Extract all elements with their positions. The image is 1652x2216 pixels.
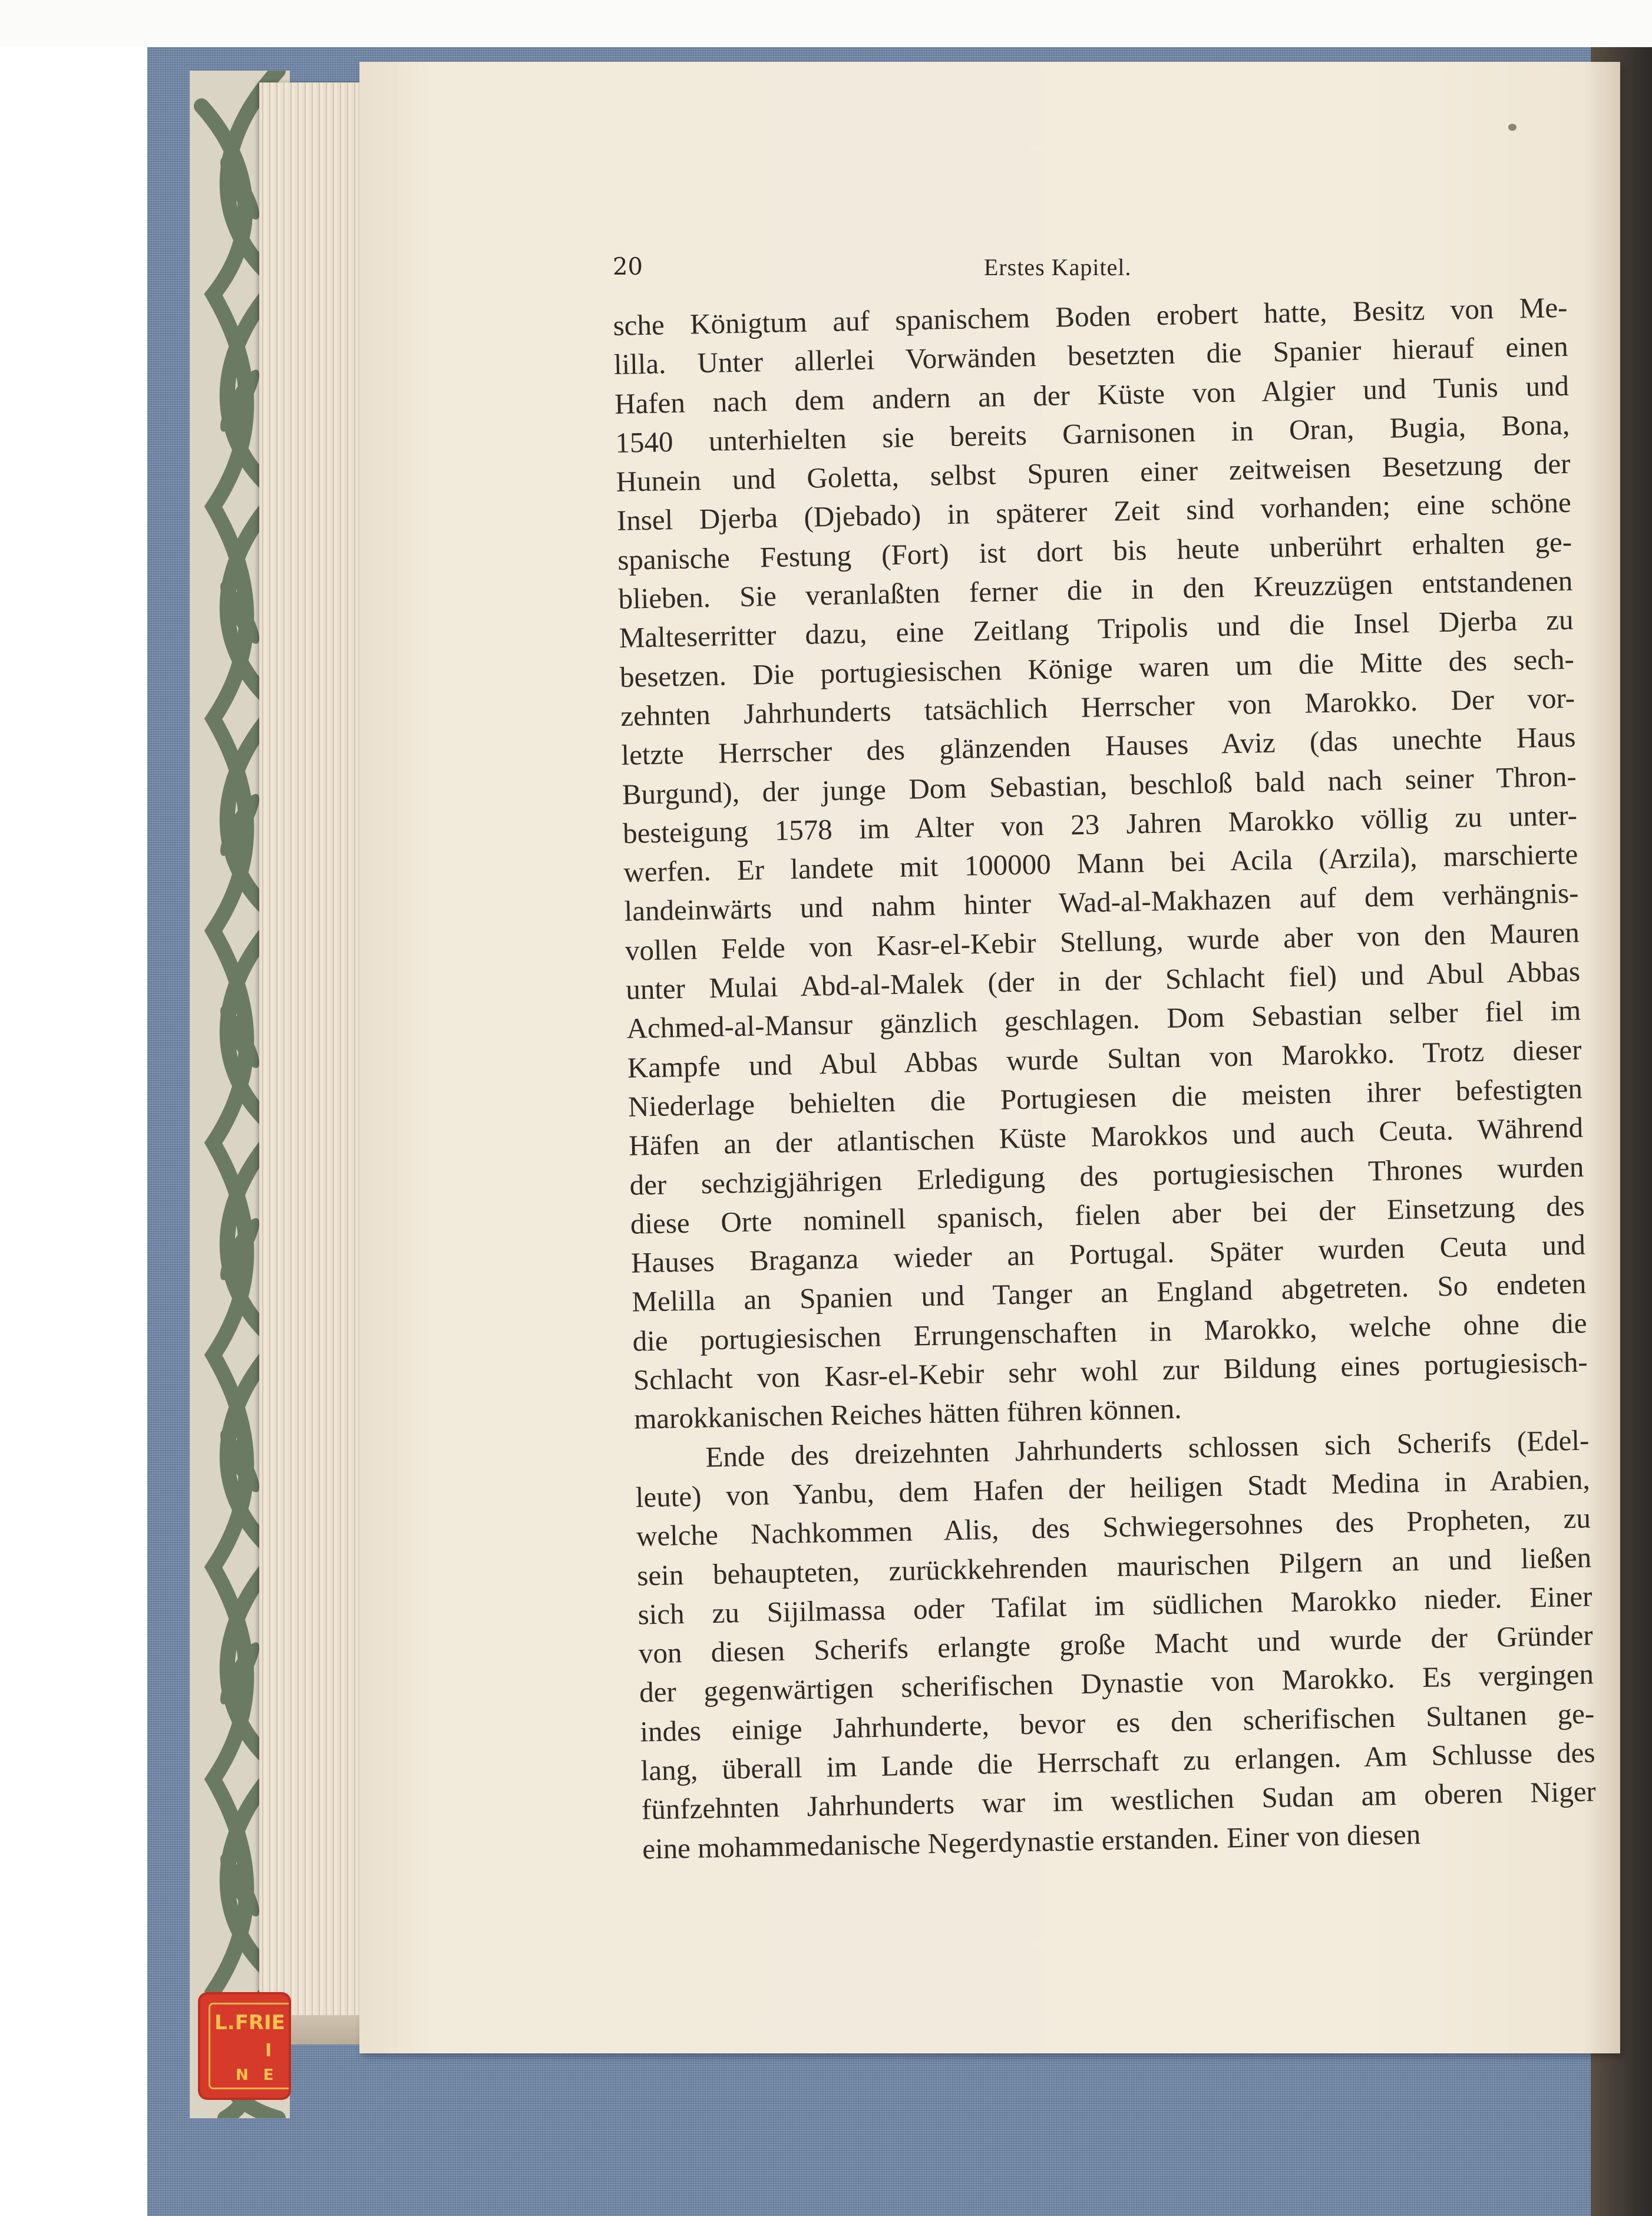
label-line-1: L.FRIE <box>214 2011 285 2035</box>
text-line: blieben. Sie veranlaßten ferner die in den Kreuzzügen entstandenen <box>618 564 1573 615</box>
text-line: werfen. Er landete mit 100000 Mann bei Acila (Arzila), marschierte <box>623 837 1578 889</box>
label-line-3: N E <box>236 2066 279 2084</box>
text-line: eine mohammedanische Negerdynastie erstanden. Einer von diesen <box>642 1817 1421 1865</box>
text-line: Kampfe und Abul Abbas wurde Sultan von Marokko. Trotz dieser <box>627 1033 1582 1084</box>
text-line: Ende des dreizehnten Jahrhunderts schlossen sich Scherifs (Edel- <box>705 1424 1590 1473</box>
text-line: besetzen. Die portugiesischen Könige waren um die Mitte des sech- <box>619 642 1575 693</box>
text-line: Schlacht von Kasr-el-Kebir sehr wohl zur Bildung eines portugiesisch- <box>633 1345 1588 1396</box>
paper-speck <box>1508 124 1516 131</box>
running-title: Erstes Kapitel. <box>984 254 1132 280</box>
text-line: Hauses Braganza wieder an Portugal. Später wurden Ceuta und <box>630 1228 1586 1279</box>
text-line: sche Königtum auf spanischem Boden erobert hatte, Besitz von Me- <box>613 290 1568 342</box>
text-line: indes einige Jahrhunderte, bevor es den scherifischen Sultanen ge- <box>639 1697 1595 1748</box>
text-line: der gegenwärtigen scherifischen Dynastie von Marokko. Es vergingen <box>639 1657 1594 1709</box>
text-line: vollen Felde von Kasr-el-Kebir Stellung, wurde aber von den Mauren <box>625 916 1580 967</box>
text-line: Melilla an Spanien und Tanger an England abgetreten. So endeten <box>631 1267 1587 1319</box>
text-line: zehnten Jahrhunderts tatsächlich Herrscher von Marokko. Der vor- <box>620 681 1575 732</box>
text-line: Häfen an der atlantischen Küste Marokkos und auch Ceuta. Während <box>628 1111 1584 1162</box>
text-line: der sechzigjährigen Erledigung des portugiesischen Thrones wurden <box>629 1150 1584 1201</box>
text-line: die portugiesischen Errungenschaften in Marokko, welche ohne die <box>632 1306 1587 1358</box>
text-line: Hunein und Goletta, selbst Spuren einer zeitweisen Besetzung der <box>616 447 1571 498</box>
text-line: Niederlage behielten die Portugiesen die meisten ihrer befestigten <box>627 1072 1583 1123</box>
text-line: lang, überall im Lande die Herrschaft zu erlangen. Am Schlusse des <box>640 1736 1595 1787</box>
text-line: spanische Festung (Fort) ist dort bis heute unberührt erhalten ge- <box>617 525 1572 576</box>
text-line: Hafen nach dem andern an der Küste von Algier und Tunis und <box>614 369 1570 420</box>
page-number: 20 <box>613 253 643 280</box>
bookseller-label <box>200 1994 289 2098</box>
scan-margin <box>0 0 1652 47</box>
text-line: Malteserritter dazu, eine Zeitlang Tripolis und die Insel Djerba zu <box>619 603 1574 655</box>
text-line: Achmed-al-Mansur gänzlich geschlagen. Dom Sebastian selber fiel im <box>626 994 1581 1045</box>
body-text <box>613 288 1597 1868</box>
text-line: unter Mulai Abd-al-Malek (der in der Schlacht fiel) und Abul Abbas <box>625 955 1581 1006</box>
running-header <box>613 253 1561 295</box>
text-line: 1540 unterhielten sie bereits Garnisonen in Oran, Bugia, Bona, <box>614 408 1570 459</box>
text-line: lilla. Unter allerlei Vorwänden besetzten die Spanier hierauf einen <box>613 330 1569 381</box>
text-line: sein behaupteten, zurückkehrenden maurischen Pilgern an und ließen <box>636 1541 1592 1592</box>
text-line: besteigung 1578 im Alter von 23 Jahren Marokko völlig zu unter- <box>622 798 1578 850</box>
text-line: fünfzehnten Jahrhunderts war im westlichen Sudan am oberen Niger <box>641 1775 1597 1826</box>
text-line: von diesen Scherifs erlangte große Macht und wurde der Gründer <box>638 1619 1594 1670</box>
text-line: Insel Djerba (Djebado) in späterer Zeit sind vorhanden; eine schöne <box>616 486 1572 537</box>
text-line: diese Orte nominell spanisch, fielen aber bei der Einsetzung des <box>630 1189 1585 1240</box>
text-line: sich zu Sijilmassa oder Tafilat im südlichen Marokko nieder. Einer <box>637 1580 1592 1631</box>
text-line: welche Nachkommen Alis, des Schwiegersohnes des Propheten, zu <box>636 1501 1591 1553</box>
text-line: marokkanischen Reiches hätten führen können. <box>633 1392 1182 1435</box>
text-line: letzte Herrscher des glänzenden Hauses Aviz (das unechte Haus <box>621 721 1576 772</box>
label-line-2: I <box>265 2040 272 2061</box>
text-line: leute) von Yanbu, dem Hafen der heiligen Stadt Medina in Arabien, <box>635 1462 1591 1514</box>
text-line: landeinwärts und nahm hinter Wad-al-Makhazen auf dem verhängnis- <box>624 877 1579 928</box>
text-line: Burgund), der junge Dom Sebastian, beschloß bald nach seiner Thron- <box>622 759 1577 811</box>
